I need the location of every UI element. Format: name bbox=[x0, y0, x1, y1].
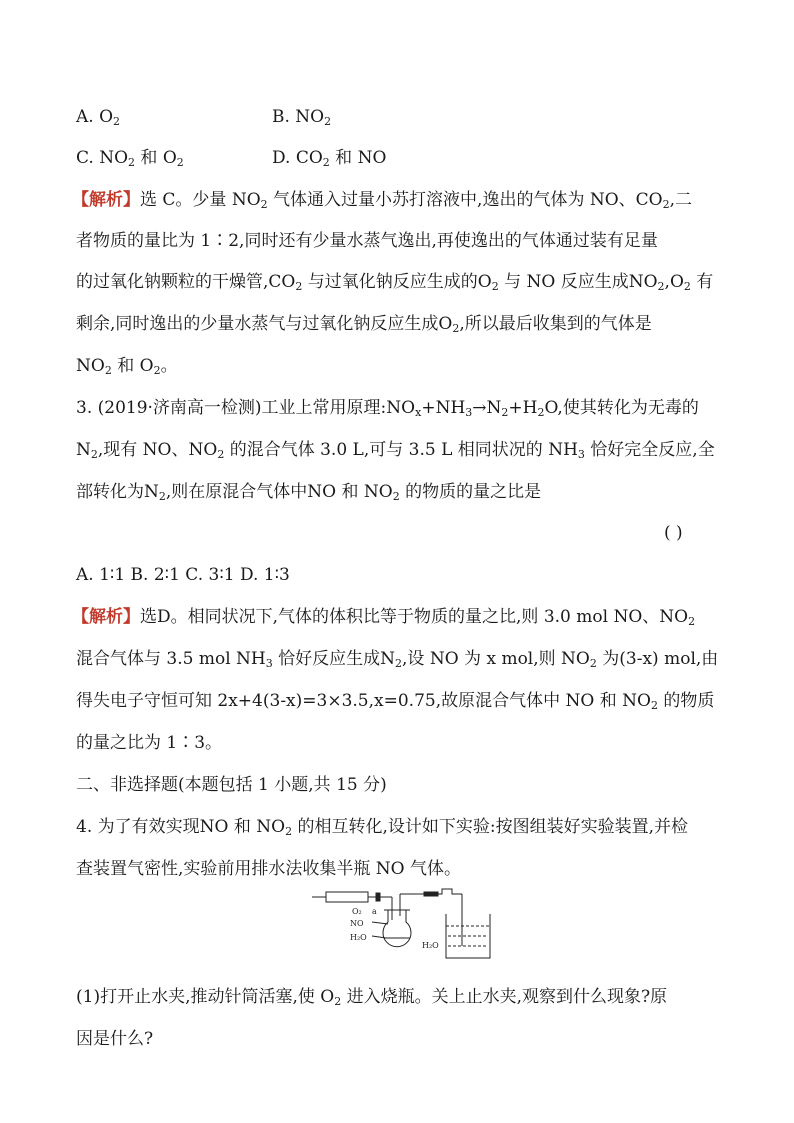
q3-analysis-line-3: 得失电子守恒可知 2x+4(3-x)=3×3.5,x=0.75,故原混合气体中 NO 和 $NO_2$ 的物质 bbox=[76, 691, 715, 712]
q4-sub1-line-1: (1)打开止水夹,推动针筒活塞,使 $O_2$ 进入烧瓶。关上止水夹,观察到什么现象?原 bbox=[76, 987, 668, 1008]
q3-analysis-line-2: 混合气体与 3.5 mol $NH_3$ 恰好反应生成$N_2$,设 NO 为 x mol,则 $NO_2$ 为(3-x) mol,由 bbox=[76, 649, 719, 670]
q4-sub1-line-2: 因是什么? bbox=[76, 1029, 154, 1049]
q4-stem-line-1: 4. 为了有效实现NO 和 $NO_2$ 的相互转化,设计如下实验:按图组装好实验装置,并检 bbox=[76, 817, 689, 838]
apparatus-diagram bbox=[312, 886, 500, 966]
q3-stem-line-1: 3. (2019·济南高一检测)工业上常用原理$:NO_x+NH_3\to N_2+H_2O$,使其转化为无毒的 bbox=[76, 398, 699, 419]
label-h2o-beaker: H₂O bbox=[422, 941, 439, 950]
q2-option-b: B. $NO_2$ bbox=[272, 107, 332, 128]
q3-analysis-line-4: 的量之比为 1∶3。 bbox=[76, 733, 223, 753]
q3-analysis-line-1: 【解析】选D。相同状况下,气体的体积比等于物质的量之比,则 3.0 mol NO、$NO_2$ bbox=[72, 607, 696, 628]
label-o2: O₂ bbox=[352, 907, 362, 916]
q3-answer-blank: ( ) bbox=[664, 523, 683, 543]
q2-analysis-line-3: 的过氧化钠颗粒的干燥管$,CO_2$ 与过氧化钠反应生成的$O_2$ 与 NO 反应生成$NO_2,O_2$ 有 bbox=[76, 272, 714, 293]
q2-analysis-line-5: $NO_2$ 和 $O_2$。 bbox=[76, 356, 178, 377]
label-no: NO bbox=[350, 919, 364, 928]
label-h2o-flask: H₂O bbox=[350, 933, 367, 942]
label-a: a bbox=[372, 907, 377, 916]
q3-stem-line-2: $N_2$,现有 NO、$NO_2$ 的混合气体 3.0 L,可与 3.5 L 相同状况的 $NH_3$ 恰好完全反应,全 bbox=[76, 440, 715, 461]
q2-option-d: D. $CO_2$ 和 NO bbox=[272, 148, 387, 169]
q2-analysis-line-2: 者物质的量比为 1∶2,同时还有少量水蒸气逸出,再使逸出的气体通过装有足量 bbox=[76, 231, 658, 251]
section-heading: 二、非选择题(本题包括 1 小题,共 15 分) bbox=[76, 775, 387, 795]
q4-stem-line-2: 查装置气密性,实验前用排水法收集半瓶 NO 气体。 bbox=[76, 859, 462, 879]
q2-option-a: A. $O_2$ bbox=[76, 107, 121, 128]
q3-stem-line-3: 部转化为$N_2$,则在原混合气体中NO 和 $NO_2$ 的物质的量之比是 bbox=[76, 482, 542, 503]
q2-option-c: C. $NO_2$ 和 $O_2$ bbox=[76, 148, 184, 169]
q3-options: A. 1∶1 B. 2∶1 C. 3∶1 D. 1∶3 bbox=[76, 565, 290, 585]
q2-analysis-line-4: 剩余,同时逸出的少量水蒸气与过氧化钠反应生成$O_2$,所以最后收集到的气体是 bbox=[76, 314, 652, 335]
q2-analysis-line-1: 【解析】选 C。少量 $NO_2$ 气体通入过量小苏打溶液中,逸出的气体为 NO、$CO_2$,二 bbox=[72, 190, 693, 211]
